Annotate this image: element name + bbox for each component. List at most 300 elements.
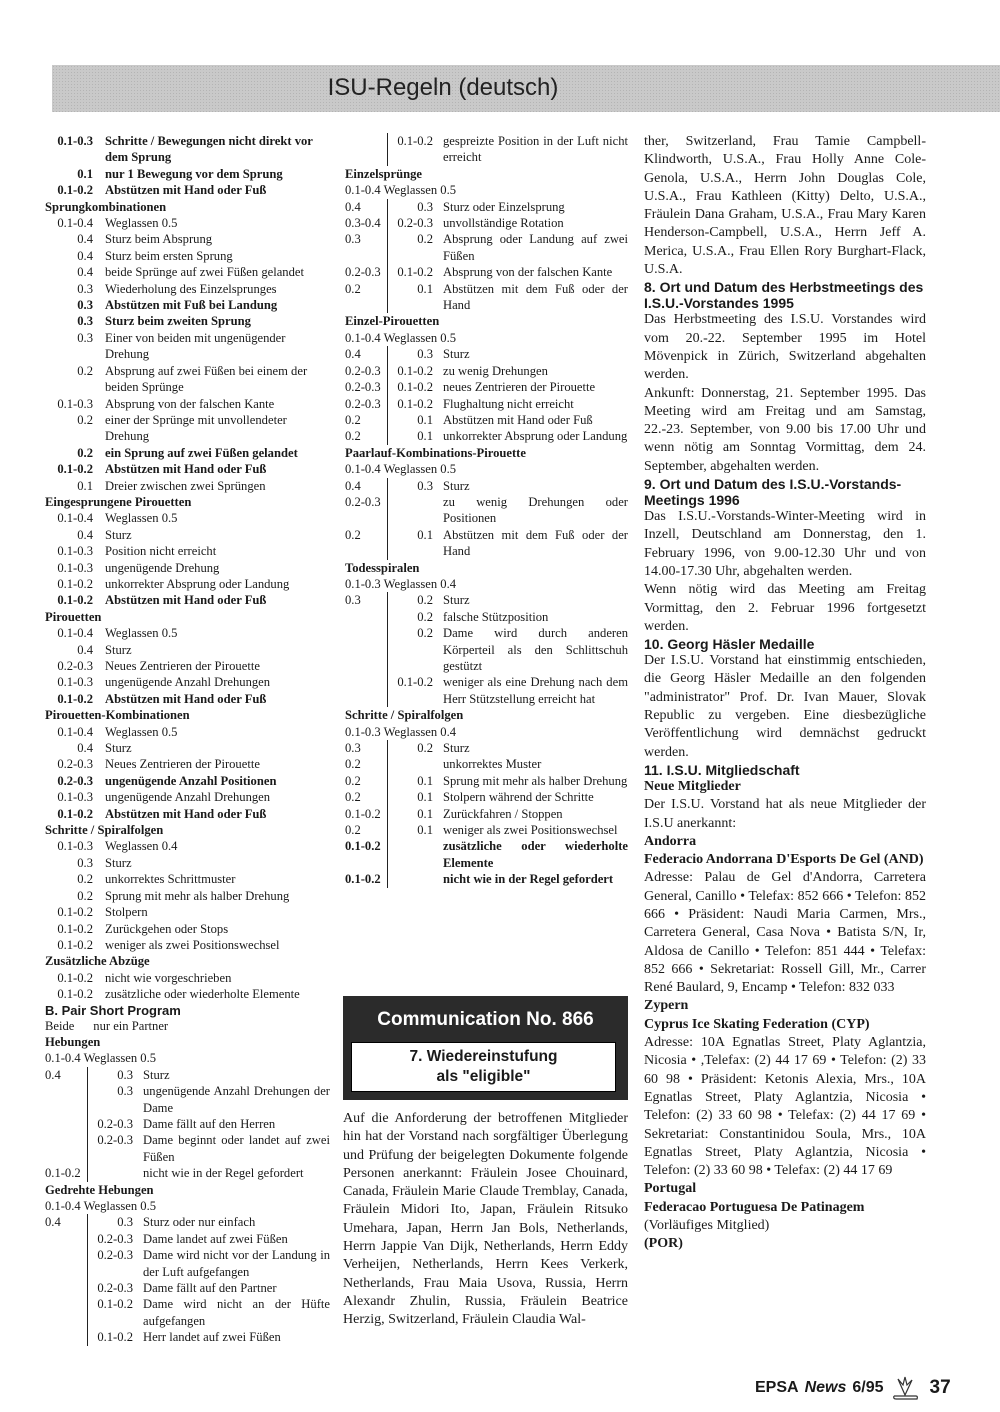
rule-row	[45, 182, 330, 198]
bold-line: Federacio Andorrana D'Esports De Gel (AND)	[644, 852, 924, 868]
deduction-table-row	[45, 1116, 330, 1132]
deduction-code-primary	[45, 1132, 88, 1165]
rule-row	[45, 478, 330, 494]
rule-text: einer der Sprünge mit unvollendeter Drehung	[105, 412, 287, 444]
footer-news: News	[804, 1379, 847, 1396]
rule-text: Position nicht erreicht	[105, 544, 217, 559]
deduction-code-primary: 0.2	[345, 412, 388, 428]
communication-subtitle-line2: als "eligible"	[436, 1068, 531, 1085]
bold-line: Neue Mitglieder	[644, 778, 741, 794]
rule-row	[45, 855, 330, 871]
article-heading: 8. Ort und Datum des Herbstmeetings des I.S.U.-Vorstandes 1995	[644, 279, 924, 312]
rule-row	[45, 396, 330, 412]
deduction-code: 0.2	[77, 445, 93, 460]
deduction-table-row	[345, 756, 628, 772]
section-heading: Einzel-Pirouetten	[345, 314, 440, 329]
deduction-code: 0.1-0.2	[57, 576, 93, 591]
deduction-code-secondary: 0.2-0.3	[97, 1116, 133, 1131]
deduction-code-primary: 0.2	[345, 281, 388, 314]
communication-text: Auf die Anforderung der betroffenen Mitglieder hin hat der Vorstand nach sorgfältiger Überlegung und Prüfung der beigelegten Dokumente folgende Personen anerkannt: Fräulein Josee Chouinard, Canada, Fräulein Marie Claude Tremblay, Canada, Fräulein Midori Ito, Japan, Fräulein Ritsuko Umehara, Japan, Herrn Jan Bols, Netherlands, Herrn Jappie Van Dijk, Netherlands, Herrn Eddy Verheijen, Netherlands, Herrn Kees Verkerk, Netherlands, Frau Maia Usova, Russia, Herrn Alexandr Zhulin, Russia, Fräulein Beatrice Herzig, Switzerland, Fräulein Claudia Wal-	[343, 1111, 628, 1328]
deduction-code-secondary: 0.1	[417, 429, 433, 444]
communication-subtitle-line1: 7. Wiedereinstufung	[409, 1048, 558, 1065]
deduction-code-primary: 0.2-0.3	[345, 494, 388, 527]
deduction-code-secondary: 0.1-0.2	[97, 1297, 133, 1312]
rule-text: Sturz oder Einzelsprung	[443, 199, 565, 214]
deduction-code-primary: 0.3	[345, 740, 388, 756]
deduction-code: 0.1-0.3	[57, 560, 93, 575]
rule-text: Absprung von der falschen Kante	[105, 396, 275, 411]
rule-row	[45, 986, 330, 1002]
section-heading: Gedrehte Hebungen	[45, 1182, 154, 1197]
rule-text: Dame wird nicht an der Hüfte aufgefangen	[143, 1297, 330, 1328]
rule-text: Absprung oder Landung auf zwei Füßen	[443, 232, 628, 263]
deduction-code: 0.3	[77, 298, 93, 313]
bold-line: (POR)	[644, 1236, 683, 1252]
rule-text: Abstützen mit Hand oder Fuß	[105, 691, 267, 706]
rule-row	[45, 838, 330, 854]
deduction-code-secondary: 0.2	[417, 232, 433, 247]
rule-row	[45, 658, 330, 674]
rule-text: Weglassen 0.5	[105, 626, 178, 641]
deduction-code: 0.1-0.3	[57, 134, 93, 148]
deduction-code-secondary: 0.1-0.2	[97, 1330, 133, 1345]
rule-row	[45, 691, 330, 707]
deduction-code-primary: 0.3	[345, 231, 388, 264]
rule-row	[45, 543, 330, 559]
paragraph: Der I.S.U. Vorstand hat als neue Mitglieder der I.S.U anerkannt:	[644, 797, 926, 831]
rule-text: Abstützen mit Hand oder Fuß	[105, 806, 267, 821]
deduction-code-primary: 0.4	[345, 346, 388, 362]
deduction-code-primary: 0.3	[345, 592, 388, 608]
rule-text: weniger als zwei Positionswechsel	[443, 823, 618, 838]
paragraph: Das Herbstmeeting des I.S.U. Vorstandes wird vom 20.-22. September 1995 im Hotel Mövenpick in Zürich, Switzerland abgehalten werden.	[644, 312, 926, 383]
communication-box	[343, 996, 628, 1100]
deduction-code-secondary: 0.2	[417, 741, 433, 756]
section-heading: Schritte / Spiralfolgen	[345, 708, 464, 723]
deduction-code-secondary: 0.3	[417, 347, 433, 362]
rule-row	[45, 461, 330, 477]
rule-row	[45, 445, 330, 461]
deduction-table-row	[345, 527, 628, 560]
deduction-code-primary: 0.2	[345, 428, 388, 444]
deduction-code: 0.2-0.3	[57, 773, 93, 788]
deduction-code: 0.3	[77, 314, 93, 329]
rule-text: weniger als eine Drehung nach dem Herr Stützstellung erreicht hat	[443, 675, 628, 706]
deduction-table-row	[345, 215, 628, 231]
deduction-code-secondary: 0.1-0.2	[397, 363, 433, 378]
rule-text: ungenügende Anzahl Drehungen	[105, 675, 271, 690]
paragraph: 0.1-0.4 Weglassen 0.5	[345, 183, 457, 198]
deduction-code-secondary: 0.2	[417, 609, 433, 624]
deduction-table-row	[345, 592, 628, 608]
deduction-table-row	[345, 609, 628, 625]
deduction-code-primary: 0.4	[45, 1067, 88, 1083]
deduction-code: 0.1-0.4	[57, 626, 93, 641]
rule-row	[45, 625, 330, 641]
section-heading: Sprungkombinationen	[45, 199, 167, 214]
deduction-code: 0.1-0.2	[57, 593, 93, 608]
article-heading: 11. I.S.U. Mitgliedschaft	[644, 761, 800, 778]
deduction-code-secondary	[388, 494, 433, 527]
bold-line: Cyprus Ice Skating Federation (CYP)	[644, 1016, 870, 1032]
deduction-code: 0.3	[77, 281, 93, 296]
deduction-code-primary	[345, 133, 388, 166]
rule-row	[45, 330, 330, 363]
deduction-code-primary: 0.1-0.2	[345, 838, 388, 871]
deduction-table-row	[345, 133, 628, 166]
deduction-code: 0.2	[77, 872, 93, 887]
deduction-table-row	[45, 1296, 330, 1329]
deduction-table-row	[45, 1165, 330, 1181]
rule-text: zusätzliche oder wiederholte Elemente	[443, 839, 628, 870]
rule-row	[45, 642, 330, 658]
rule-row	[45, 510, 330, 526]
paragraph: 0.1-0.4 Weglassen 0.5	[345, 330, 457, 345]
rule-text: Schritte / Bewegungen nicht direkt vor dem Sprung	[105, 134, 313, 165]
deduction-code-primary	[45, 1083, 88, 1116]
section-heading: Eingesprungene Pirouetten	[45, 494, 192, 509]
rule-text: ungenügende Anzahl Drehungen	[105, 790, 271, 805]
rule-text: nicht wie in der Regel gefordert	[443, 872, 614, 887]
deduction-code-primary: 0.2	[345, 789, 388, 805]
deduction-table-row	[345, 428, 628, 444]
rule-row	[45, 904, 330, 920]
deduction-code-secondary: 0.2-0.3	[97, 1231, 133, 1246]
rule-text: Sturz	[443, 593, 470, 608]
rule-text: unvollständige Rotation	[443, 216, 564, 231]
rule-text: ungenügende Anzahl Drehungen der Dame	[143, 1084, 330, 1115]
deduction-code-secondary: 0.1-0.2	[397, 380, 433, 395]
deduction-table-row	[345, 871, 628, 887]
rule-text: Sprung mit mehr als halber Drehung	[443, 773, 628, 788]
rule-row	[45, 313, 330, 329]
deduction-code-primary: 0.2-0.3	[345, 264, 388, 280]
rule-text: Weglassen 0.4	[105, 839, 178, 854]
communication-title: Communication No. 866	[377, 1009, 594, 1030]
rule-text: Sturz beim zweiten Sprung	[105, 314, 251, 329]
rule-text: Flughaltung nicht erreicht	[443, 396, 574, 411]
deduction-code-primary: 0.1-0.2	[345, 806, 388, 822]
page-title: ISU-Regeln (deutsch)	[327, 74, 559, 101]
rule-text: Sturz beim ersten Sprung	[105, 248, 233, 263]
rule-text: zusätzliche oder wiederholte Elemente	[105, 987, 300, 1002]
deduction-code: 0.1-0.2	[57, 905, 93, 920]
rule-text: neues Zentrieren der Pirouette	[443, 380, 596, 395]
deduction-code: 0.1-0.2	[57, 970, 93, 985]
deduction-code-secondary: 0.1-0.2	[397, 134, 433, 148]
deduction-code: 0.1-0.3	[57, 790, 93, 805]
rule-text: nicht wie vorgeschrieben	[105, 970, 232, 985]
deduction-code: 0.2-0.3	[57, 757, 93, 772]
deduction-code-secondary: 0.2	[417, 593, 433, 608]
article-heading: 10. Georg Häsler Medaille	[644, 636, 815, 653]
footer-issue: 6/95	[852, 1379, 884, 1396]
section-header-band	[52, 65, 1000, 112]
deduction-code-secondary	[88, 1165, 133, 1181]
rule-text: beide Sprünge auf zwei Füßen gelandet	[105, 265, 304, 280]
deduction-code-primary: 0.4	[45, 1214, 88, 1230]
footer-brand: EPSA	[755, 1379, 799, 1396]
rule-text: ein Sprung auf zwei Füßen gelandet	[105, 445, 298, 460]
section-heading: Zusätzliche Abzüge	[45, 954, 150, 969]
rule-text: Abstützen mit Hand oder Fuß	[105, 593, 267, 608]
deduction-code-secondary: 0.1	[417, 823, 433, 838]
rule-text: Stolpern	[105, 905, 148, 920]
deduction-table-row	[345, 199, 628, 215]
deduction-code: 0.1-0.4	[57, 511, 93, 526]
rule-text: Weglassen 0.5	[105, 216, 178, 231]
rule-text: weniger als zwei Positionswechsel	[105, 937, 280, 952]
rule-row	[45, 215, 330, 231]
deduction-code-secondary: 0.3	[117, 1067, 133, 1082]
rule-text: unkorrekter Absprung oder Landung	[443, 429, 628, 444]
deduction-code-primary: 0.3-0.4	[345, 215, 388, 231]
deduction-code-primary: 0.2-0.3	[345, 396, 388, 412]
rule-row	[45, 888, 330, 904]
deduction-code-secondary: 0.3	[117, 1084, 133, 1099]
rule-text: Sturz	[105, 741, 132, 756]
page-number: 37	[929, 1377, 951, 1398]
deduction-code-primary	[45, 1280, 88, 1296]
rule-text: Abstützen mit Hand oder Fuß	[443, 412, 593, 427]
deduction-code-secondary	[388, 871, 433, 887]
rule-text: Stolpern während der Schritte	[443, 790, 594, 805]
rule-text: Abstützen mit Fuß bei Landung	[105, 298, 278, 313]
deduction-code: 0.1	[77, 478, 93, 493]
paragraph: Ankunft: Donnerstag, 21. September 1995. Das Meeting wird am Freitag und am Samstag, 22.-23. September, von 9.00 bis 17.00 Uhr und wenn nötig am Sonntag Vormittag, dem 24. September, abgehalten werden.	[644, 385, 926, 474]
deduction-code: 0.4	[77, 741, 93, 756]
deduction-code-primary: 0.1-0.2	[45, 1165, 88, 1181]
deduction-table-row	[345, 396, 628, 412]
rule-text: Abstützen mit Hand oder Fuß	[105, 183, 267, 198]
rule-row	[45, 921, 330, 937]
rule-text: Sturz	[443, 347, 470, 362]
rule-text: Dame fällt auf den Herren	[143, 1116, 276, 1131]
rule-text: Herr landet auf zwei Füßen	[143, 1330, 281, 1345]
rule-text: Sturz	[443, 741, 470, 756]
deduction-code-primary	[45, 1231, 88, 1247]
bold-line: Andorra	[644, 833, 697, 849]
deduction-code: 0.4	[77, 232, 93, 247]
rule-row	[45, 773, 330, 789]
paragraph: Wenn nötig wird das Meeting am Freitag Vormittag, den 2. Februar 1996 fortgesetzt werden.	[644, 582, 926, 634]
paragraph: Beide nur ein Partner	[45, 1018, 169, 1033]
rule-text: Sturz beim Absprung	[105, 232, 213, 247]
deduction-code: 0.1-0.2	[57, 462, 93, 477]
deduction-code-primary: 0.4	[345, 199, 388, 215]
rule-row	[45, 970, 330, 986]
rule-row	[45, 297, 330, 313]
deduction-code-secondary	[388, 838, 433, 871]
deduction-code-secondary: 0.3	[417, 478, 433, 493]
deduction-code-secondary: 0.2	[417, 626, 433, 641]
deduction-code: 0.2-0.3	[57, 659, 93, 673]
deduction-code-secondary: 0.1	[417, 281, 433, 296]
deduction-code: 0.1-0.2	[57, 921, 93, 936]
rule-text: unkorrektes Schrittmuster	[105, 872, 236, 887]
deduction-code: 0.3	[77, 855, 93, 870]
deduction-table-row	[345, 806, 628, 822]
middle-column	[345, 133, 628, 888]
rule-row	[45, 592, 330, 608]
deduction-table-row	[345, 478, 628, 494]
deduction-code-primary: 0.2	[345, 822, 388, 838]
rule-row	[45, 806, 330, 822]
deduction-table-row	[45, 1083, 330, 1116]
rule-row	[45, 756, 330, 772]
paragraph: Der I.S.U. Vorstand hat einstimmig entschieden, die Georg Häsler Medaille an den folgenden "administrator" Prof. Dr. Ivan Mauer, Slovak Republic zu vergeben. Eine diesbezügliche Veröffentlichung wird demnächst gedruckt werden.	[644, 653, 926, 760]
paragraph: ther, Switzerland, Frau Tamie Campbell-Klindworth, U.S.A., Frau Holly Anne Cole-Genola, U.S.A., Herrn John Douglas Cole, U.S.A., Frau Kathleen (Kitty) Delto, U.S.A., Fräulein Dana Graham, U.S.A., Frau Mary Karen Henderson-Campbell, U.S.A., Herrn Jeff A. Merica, U.S.A., Frau Ellen Rory Burghart-Flack, U.S.A.	[644, 134, 926, 278]
deduction-code-primary: 0.1-0.2	[345, 871, 388, 887]
deduction-code-primary: 0.2	[345, 527, 388, 560]
deduction-code: 0.1-0.4	[57, 216, 93, 231]
deduction-table-row	[345, 674, 628, 707]
deduction-code-secondary: 0.3	[117, 1215, 133, 1230]
paragraph: 0.1-0.4 Weglassen 0.5	[45, 1199, 157, 1213]
rule-text: Dame landet auf zwei Füßen	[143, 1231, 288, 1246]
section-heading: Paarlauf-Kombinations-Pirouette	[345, 445, 526, 460]
rule-text: Abstützen mit Hand oder Fuß	[105, 462, 267, 477]
rule-text: Abstützen mit dem Fuß oder der Hand	[443, 281, 628, 313]
deduction-code: 0.1-0.2	[57, 806, 93, 821]
deduction-code: 0.4	[77, 248, 93, 263]
deduction-table-row	[345, 379, 628, 395]
section-heading: Einzelsprünge	[345, 166, 422, 181]
deduction-code: 0.1-0.3	[57, 396, 93, 411]
deduction-table-row	[345, 346, 628, 362]
rule-text: falsche Stützposition	[443, 609, 549, 624]
rule-text: Absprung von der falschen Kante	[443, 265, 613, 280]
deduction-table-row	[345, 789, 628, 805]
deduction-table-row	[45, 1132, 330, 1165]
rule-text: Weglassen 0.5	[105, 511, 178, 526]
rule-text: zu wenig Drehungen oder Positionen	[443, 494, 628, 526]
deduction-table-row	[45, 1329, 330, 1345]
rule-text: Dame fällt auf den Partner	[143, 1281, 277, 1296]
deduction-code-secondary: 0.1	[417, 527, 433, 542]
deduction-code-secondary: 0.1-0.2	[397, 265, 433, 280]
section-heading: B. Pair Short Program	[45, 1002, 181, 1018]
rule-text: Neues Zentrieren der Pirouette	[105, 659, 260, 673]
rule-text: Sturz	[105, 527, 132, 542]
deduction-code: 0.3	[77, 330, 93, 345]
rule-row	[45, 789, 330, 805]
deduction-table-row	[345, 363, 628, 379]
deduction-table-row	[345, 494, 628, 527]
deduction-code: 0.4	[77, 265, 93, 280]
deduction-code-secondary	[388, 756, 433, 772]
rule-text: nicht wie in der Regel gefordert	[143, 1166, 304, 1181]
rule-text: Dame wird nicht vor der Landung in der Luft aufgefangen	[143, 1248, 330, 1279]
deduction-code: 0.1-0.3	[57, 839, 93, 854]
skate-wing-logo-icon	[890, 1375, 920, 1401]
deduction-code-secondary: 0.2-0.3	[97, 1248, 133, 1263]
deduction-code-secondary: 0.2-0.3	[97, 1281, 133, 1296]
deduction-table-row	[45, 1067, 330, 1083]
deduction-code-primary	[345, 674, 388, 707]
deduction-table-row	[345, 412, 628, 428]
rule-row	[45, 576, 330, 592]
rule-text: Abstützen mit dem Fuß oder der Hand	[443, 527, 628, 559]
deduction-code-primary: 0.2	[345, 773, 388, 789]
rule-text: unkorrekter Absprung oder Landung	[105, 576, 290, 591]
rule-text: zu wenig Drehungen	[443, 363, 548, 378]
deduction-table-row	[345, 231, 628, 264]
rule-text: unkorrektes Muster	[443, 757, 542, 772]
rule-text: Einer von beiden mit ungenügender Drehung	[105, 330, 286, 362]
deduction-code-secondary: 0.1	[417, 412, 433, 427]
deduction-code-secondary: 0.1-0.2	[397, 396, 433, 411]
rule-row	[45, 412, 330, 445]
rule-row	[45, 937, 330, 953]
rule-text: Sturz	[105, 855, 132, 870]
rule-text: ungenügende Anzahl Positionen	[105, 773, 277, 788]
bold-line: Federacao Portuguesa De Patinagem	[644, 1199, 865, 1215]
bold-line: Portugal	[644, 1181, 697, 1197]
rule-row	[45, 133, 330, 166]
deduction-code-primary	[45, 1329, 88, 1345]
rule-text: gespreizte Position in der Luft nicht erreicht	[443, 134, 628, 165]
deduction-code-primary	[45, 1116, 88, 1132]
rule-text: Zurückgehen oder Stops	[105, 921, 229, 936]
rule-text: Zurückfahren / Stoppen	[443, 806, 563, 821]
deduction-code-primary: 0.2	[345, 756, 388, 772]
deduction-code-primary: 0.2-0.3	[345, 379, 388, 395]
rule-row	[45, 264, 330, 280]
paragraph: 0.1-0.3 Weglassen 0.4	[345, 724, 457, 739]
deduction-code-primary	[45, 1247, 88, 1280]
section-heading: Hebungen	[45, 1034, 101, 1049]
rule-row	[45, 740, 330, 756]
rule-text: nur 1 Bewegung vor dem Sprung	[105, 166, 283, 181]
deduction-code: 0.1	[77, 166, 93, 181]
deduction-table-row	[345, 822, 628, 838]
rule-text: Dame beginnt oder landet auf zwei Füßen	[143, 1133, 330, 1164]
deduction-code: 0.1-0.4	[57, 724, 93, 739]
rule-text: Sturz	[443, 478, 470, 493]
rule-text: Weglassen 0.5	[105, 724, 178, 739]
rule-text: Absprung auf zwei Füßen bei einem der beiden Sprünge	[105, 363, 308, 395]
deduction-table-row	[345, 838, 628, 871]
paragraph: (Vorläufiges Mitglied)	[644, 1218, 770, 1234]
deduction-code-primary: 0.4	[345, 478, 388, 494]
paragraph: Das I.S.U.-Vorstands-Winter-Meeting wird in Inzell, Deutschland am Donnerstag, den 1. February 1996, von 9.00-12.30 Uhr und von 14.00-17.30 Uhr, abgehalten werden.	[644, 509, 926, 579]
deduction-table-row	[45, 1280, 330, 1296]
paragraph: Adresse: Palau de Gel d'Andorra, Carretera General, Canillo • Telefax: 852 666 • Telefon: 852 666 • Präsident: Naudi Maria Carmen, Mrs., Carretera General, Casa Nova • Batista S/N, Ir, Aldosa de Canillo • Telefon: 851 444 • Telefax: 852 666 • Sekretariat: Rossell Gill, Mr., Carrer René Baulard, 9, Encamp • Telefon: 832 033	[644, 870, 926, 996]
deduction-code: 0.1-0.2	[57, 183, 93, 198]
paragraph: 0.1-0.4 Weglassen 0.5	[45, 1051, 157, 1066]
rule-row	[45, 560, 330, 576]
deduction-code-secondary: 0.2-0.3	[97, 1133, 133, 1148]
deduction-code-secondary: 0.2-0.3	[397, 216, 433, 231]
deduction-code-primary	[345, 609, 388, 625]
bold-line: Zypern	[644, 998, 689, 1014]
deduction-code: 0.2	[77, 363, 93, 378]
rule-row	[45, 281, 330, 297]
deduction-code-primary	[345, 625, 388, 674]
deduction-code: 0.1-0.2	[57, 691, 93, 706]
deduction-table-row	[345, 264, 628, 280]
left-column	[45, 133, 330, 1346]
section-heading: Pirouetten	[45, 609, 102, 624]
deduction-table-row	[345, 281, 628, 314]
rule-row	[45, 527, 330, 543]
deduction-code-secondary: 0.1	[417, 773, 433, 788]
rule-row	[45, 166, 330, 182]
right-column	[644, 133, 926, 1254]
section-heading: Todesspiralen	[345, 560, 420, 575]
communication-subtitle-box	[351, 1042, 616, 1092]
